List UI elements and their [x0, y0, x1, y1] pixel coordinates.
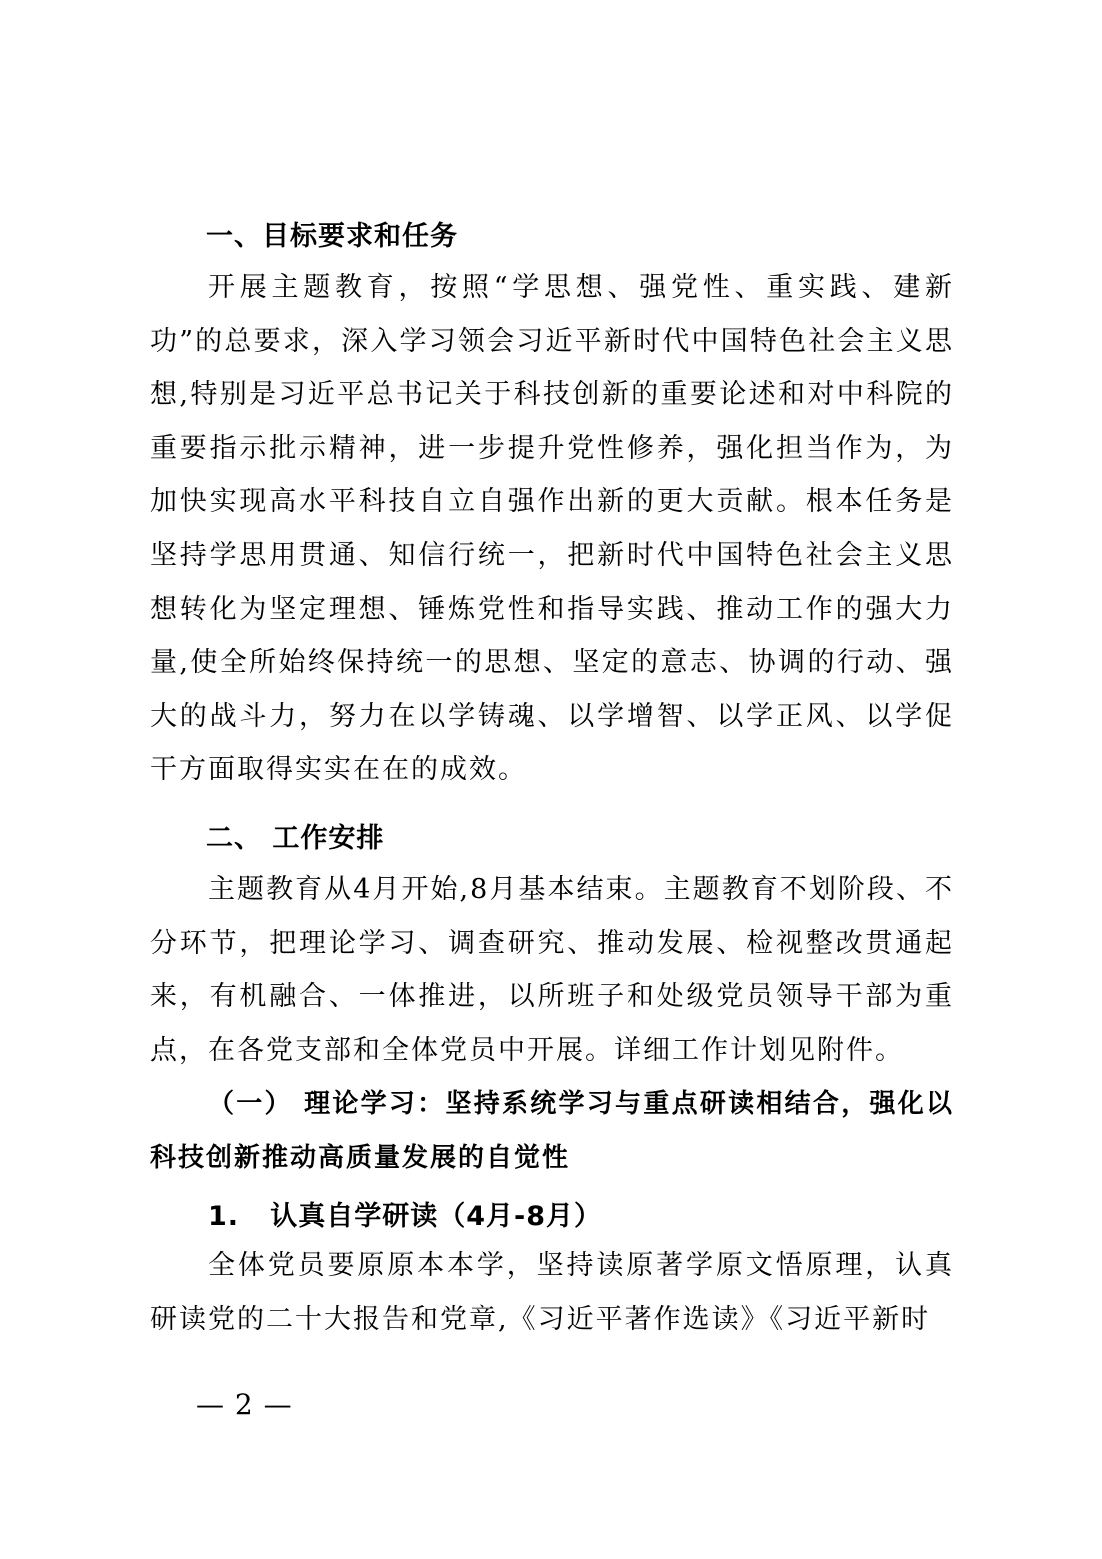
section-heading: 一、目标要求和任务: [206, 221, 458, 252]
section-paragraph: 主题教育从4月开始,8月基本结束。主题教育不划阶段、不分环节，把理论学习、调查研究、推动发展、检视整改贯通起来，有机融合、一体推进，以所班子和处级党员领导干部为重点，在各党支部和全体党员中开展。详细工作计划见附件。: [150, 874, 954, 1066]
item-paragraph: 全体党员要原原本本学，坚持读原著学原文悟原理，认真研读党的二十大报告和党章,《习近平著作选读》《习近平新时: [150, 1250, 954, 1335]
item-heading: 1. 认真自学研读（4月-8月）: [208, 1201, 603, 1232]
page-number: — 2 —: [196, 1388, 293, 1421]
section-heading: 二、 工作安排: [206, 823, 385, 854]
section-paragraph: 开展主题教育，按照“学思想、强党性、重实践、建新功”的总要求，深入学习领会习近平新时代中国特色社会主义思想,特别是习近平总书记关于科技创新的重要论述和对中科院的重要指示批示精神，进一步提升党性修养，强化担当作为，为加快实现高水平科技自立自强作出新的更大贡献。根本任务是坚持学思用贯通、知信行统一，把新时代中国特色社会主义思想转化为坚定理想、锤炼党性和指导实践、推动工作的强大力量,使全所始终保持统一的思想、坚定的意志、协调的行动、强大的战斗力，努力在以学铸魂、以学增智、以学正风、以学促干方面取得实实在在的成效。: [150, 272, 954, 786]
subsection-heading: （一） 理论学习：坚持系统学习与重点研读相结合，强化以科技创新推动高质量发展的自觉性: [150, 1089, 954, 1173]
